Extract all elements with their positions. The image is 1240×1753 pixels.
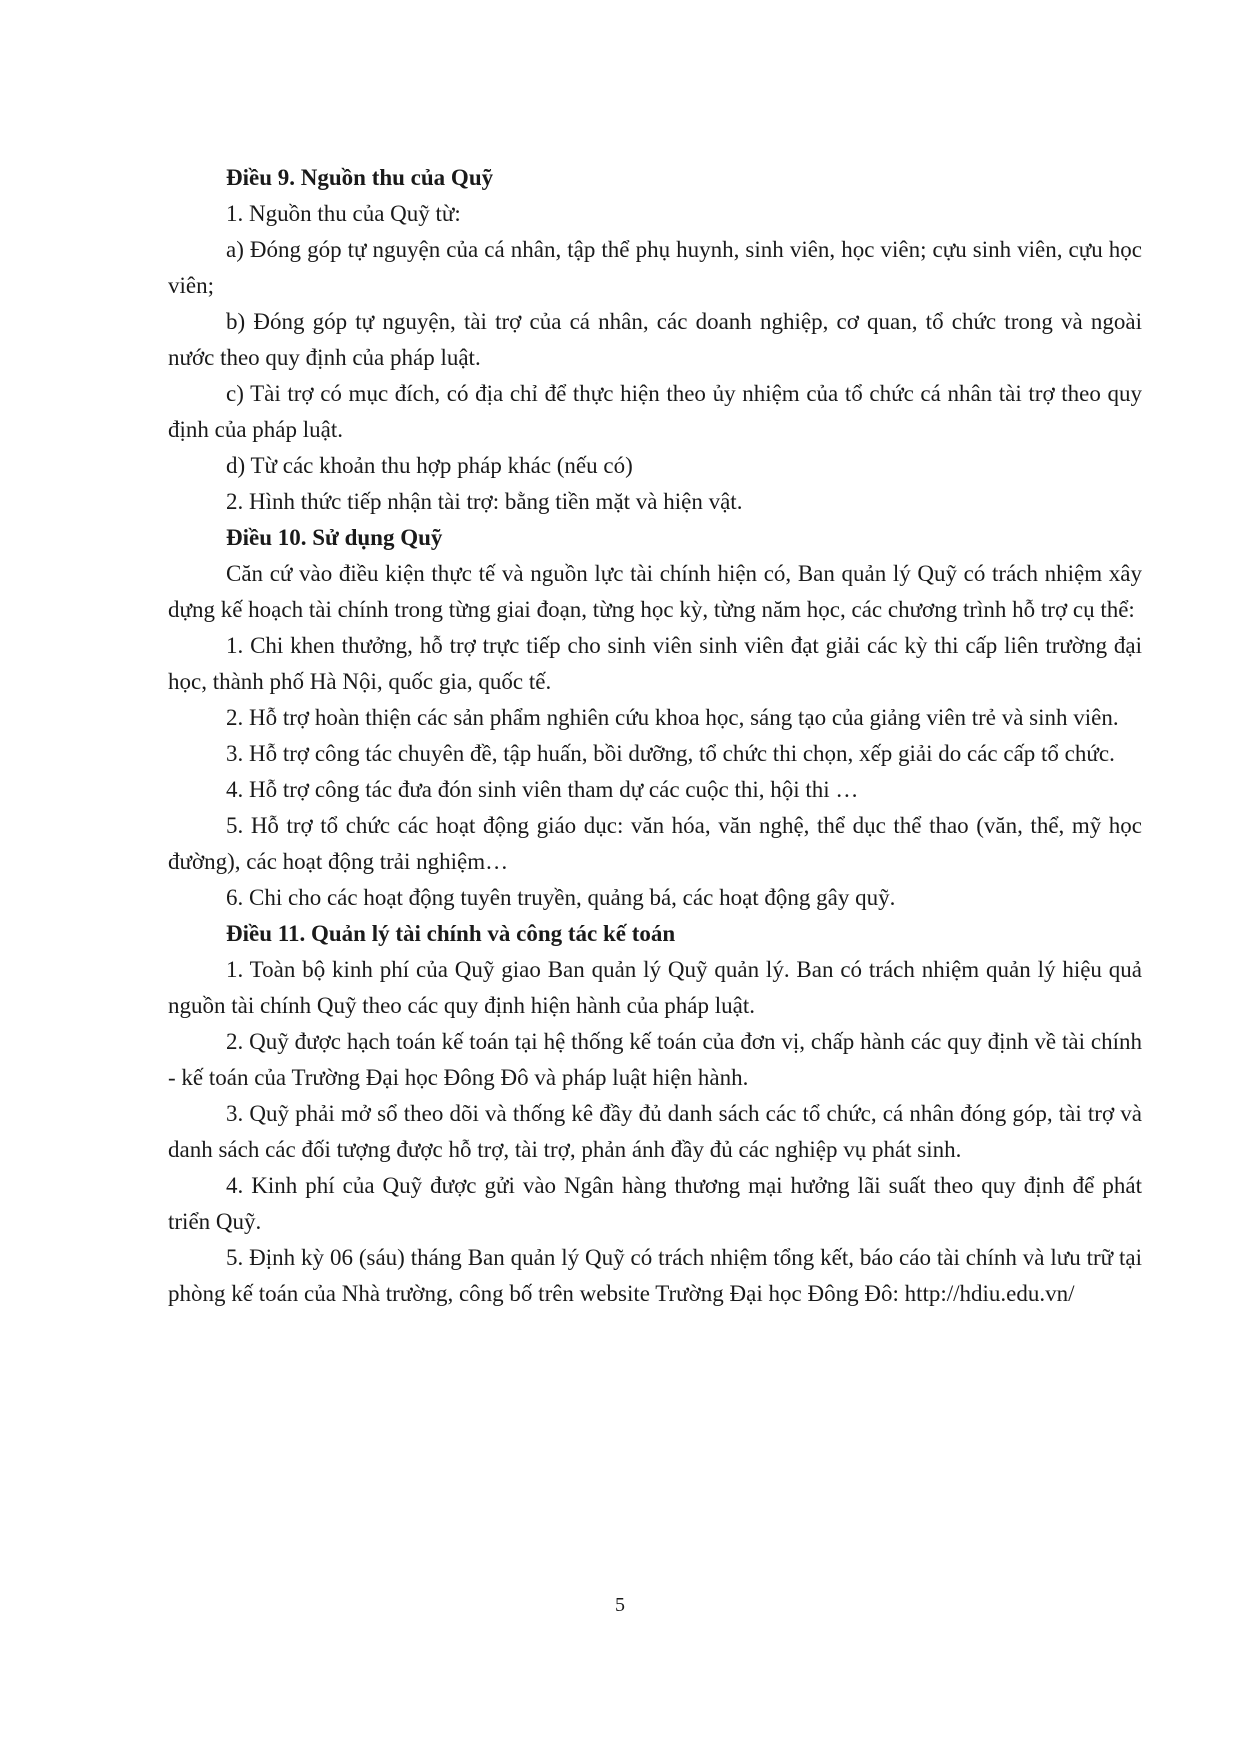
article-11 bbox=[168, 916, 1142, 1312]
document-body bbox=[168, 160, 1142, 1312]
article-heading: Điều 9. Nguồn thu của Quỹ bbox=[226, 165, 494, 190]
paragraph: 2. Hỗ trợ hoàn thiện các sản phẩm nghiên cứu khoa học, sáng tạo của giảng viên trẻ và sinh viên. bbox=[226, 705, 1119, 730]
paragraph: 4. Hỗ trợ công tác đưa đón sinh viên tham dự các cuộc thi, hội thi … bbox=[226, 777, 859, 802]
article-heading: Điều 10. Sử dụng Quỹ bbox=[226, 525, 443, 550]
paragraph: 1. Nguồn thu của Quỹ từ: bbox=[226, 201, 461, 226]
paragraph: 5. Hỗ trợ tổ chức các hoạt động giáo dục: văn hóa, văn nghệ, thể dục thể thao (văn, thể, mỹ học đường), các hoạt động trải nghiệm… bbox=[168, 813, 1142, 874]
article-10 bbox=[168, 520, 1142, 916]
paragraph: 1. Chi khen thưởng, hỗ trợ trực tiếp cho sinh viên sinh viên đạt giải các kỳ thi cấp liên trường đại học, thành phố Hà Nội, quốc gia, quốc tế. bbox=[168, 633, 1142, 694]
page-number: 5 bbox=[615, 1594, 625, 1616]
paragraph: 2. Quỹ được hạch toán kế toán tại hệ thống kế toán của đơn vị, chấp hành các quy định về tài chính - kế toán của Trường Đại học Đông Đô và pháp luật hiện hành. bbox=[168, 1029, 1142, 1090]
paragraph: 6. Chi cho các hoạt động tuyên truyền, quảng bá, các hoạt động gây quỹ. bbox=[226, 885, 896, 910]
article-heading: Điều 11. Quản lý tài chính và công tác kế toán bbox=[226, 921, 676, 946]
paragraph: 1. Toàn bộ kinh phí của Quỹ giao Ban quản lý Quỹ quản lý. Ban có trách nhiệm quản lý hiệu quả nguồn tài chính Quỹ theo các quy định hiện hành của pháp luật. bbox=[168, 957, 1142, 1018]
paragraph: 5. Định kỳ 06 (sáu) tháng Ban quản lý Quỹ có trách nhiệm tổng kết, báo cáo tài chính và lưu trữ tại phòng kế toán của Nhà trường, công bố trên website Trường Đại học Đông Đô: http://hdiu.edu.vn/ bbox=[168, 1245, 1142, 1306]
paragraph: 4. Kinh phí của Quỹ được gửi vào Ngân hàng thương mại hưởng lãi suất theo quy định để phát triển Quỹ. bbox=[168, 1173, 1142, 1234]
paragraph: b) Đóng góp tự nguyện, tài trợ của cá nhân, các doanh nghiệp, cơ quan, tổ chức trong và ngoài nước theo quy định của pháp luật. bbox=[168, 309, 1142, 370]
paragraph: 3. Hỗ trợ công tác chuyên đề, tập huấn, bồi dưỡng, tổ chức thi chọn, xếp giải do các cấp tổ chức. bbox=[226, 741, 1115, 766]
article-9 bbox=[168, 160, 1142, 520]
paragraph: a) Đóng góp tự nguyện của cá nhân, tập thể phụ huynh, sinh viên, học viên; cựu sinh viên, cựu học viên; bbox=[168, 237, 1142, 298]
paragraph: 3. Quỹ phải mở sổ theo dõi và thống kê đầy đủ danh sách các tổ chức, cá nhân đóng góp, tài trợ và danh sách các đối tượng được hỗ trợ, tài trợ, phản ánh đầy đủ các nghiệp vụ phát sinh. bbox=[168, 1101, 1142, 1162]
paragraph: d) Từ các khoản thu hợp pháp khác (nếu có) bbox=[226, 453, 633, 478]
paragraph: Căn cứ vào điều kiện thực tế và nguồn lực tài chính hiện có, Ban quản lý Quỹ có trách nhiệm xây dựng kế hoạch tài chính trong từng giai đoạn, từng học kỳ, từng năm học, các chương trình hỗ trợ cụ thể: bbox=[168, 561, 1142, 622]
paragraph: 2. Hình thức tiếp nhận tài trợ: bằng tiền mặt và hiện vật. bbox=[226, 489, 743, 514]
paragraph: c) Tài trợ có mục đích, có địa chỉ để thực hiện theo ủy nhiệm của tổ chức cá nhân tài trợ theo quy định của pháp luật. bbox=[168, 381, 1142, 442]
